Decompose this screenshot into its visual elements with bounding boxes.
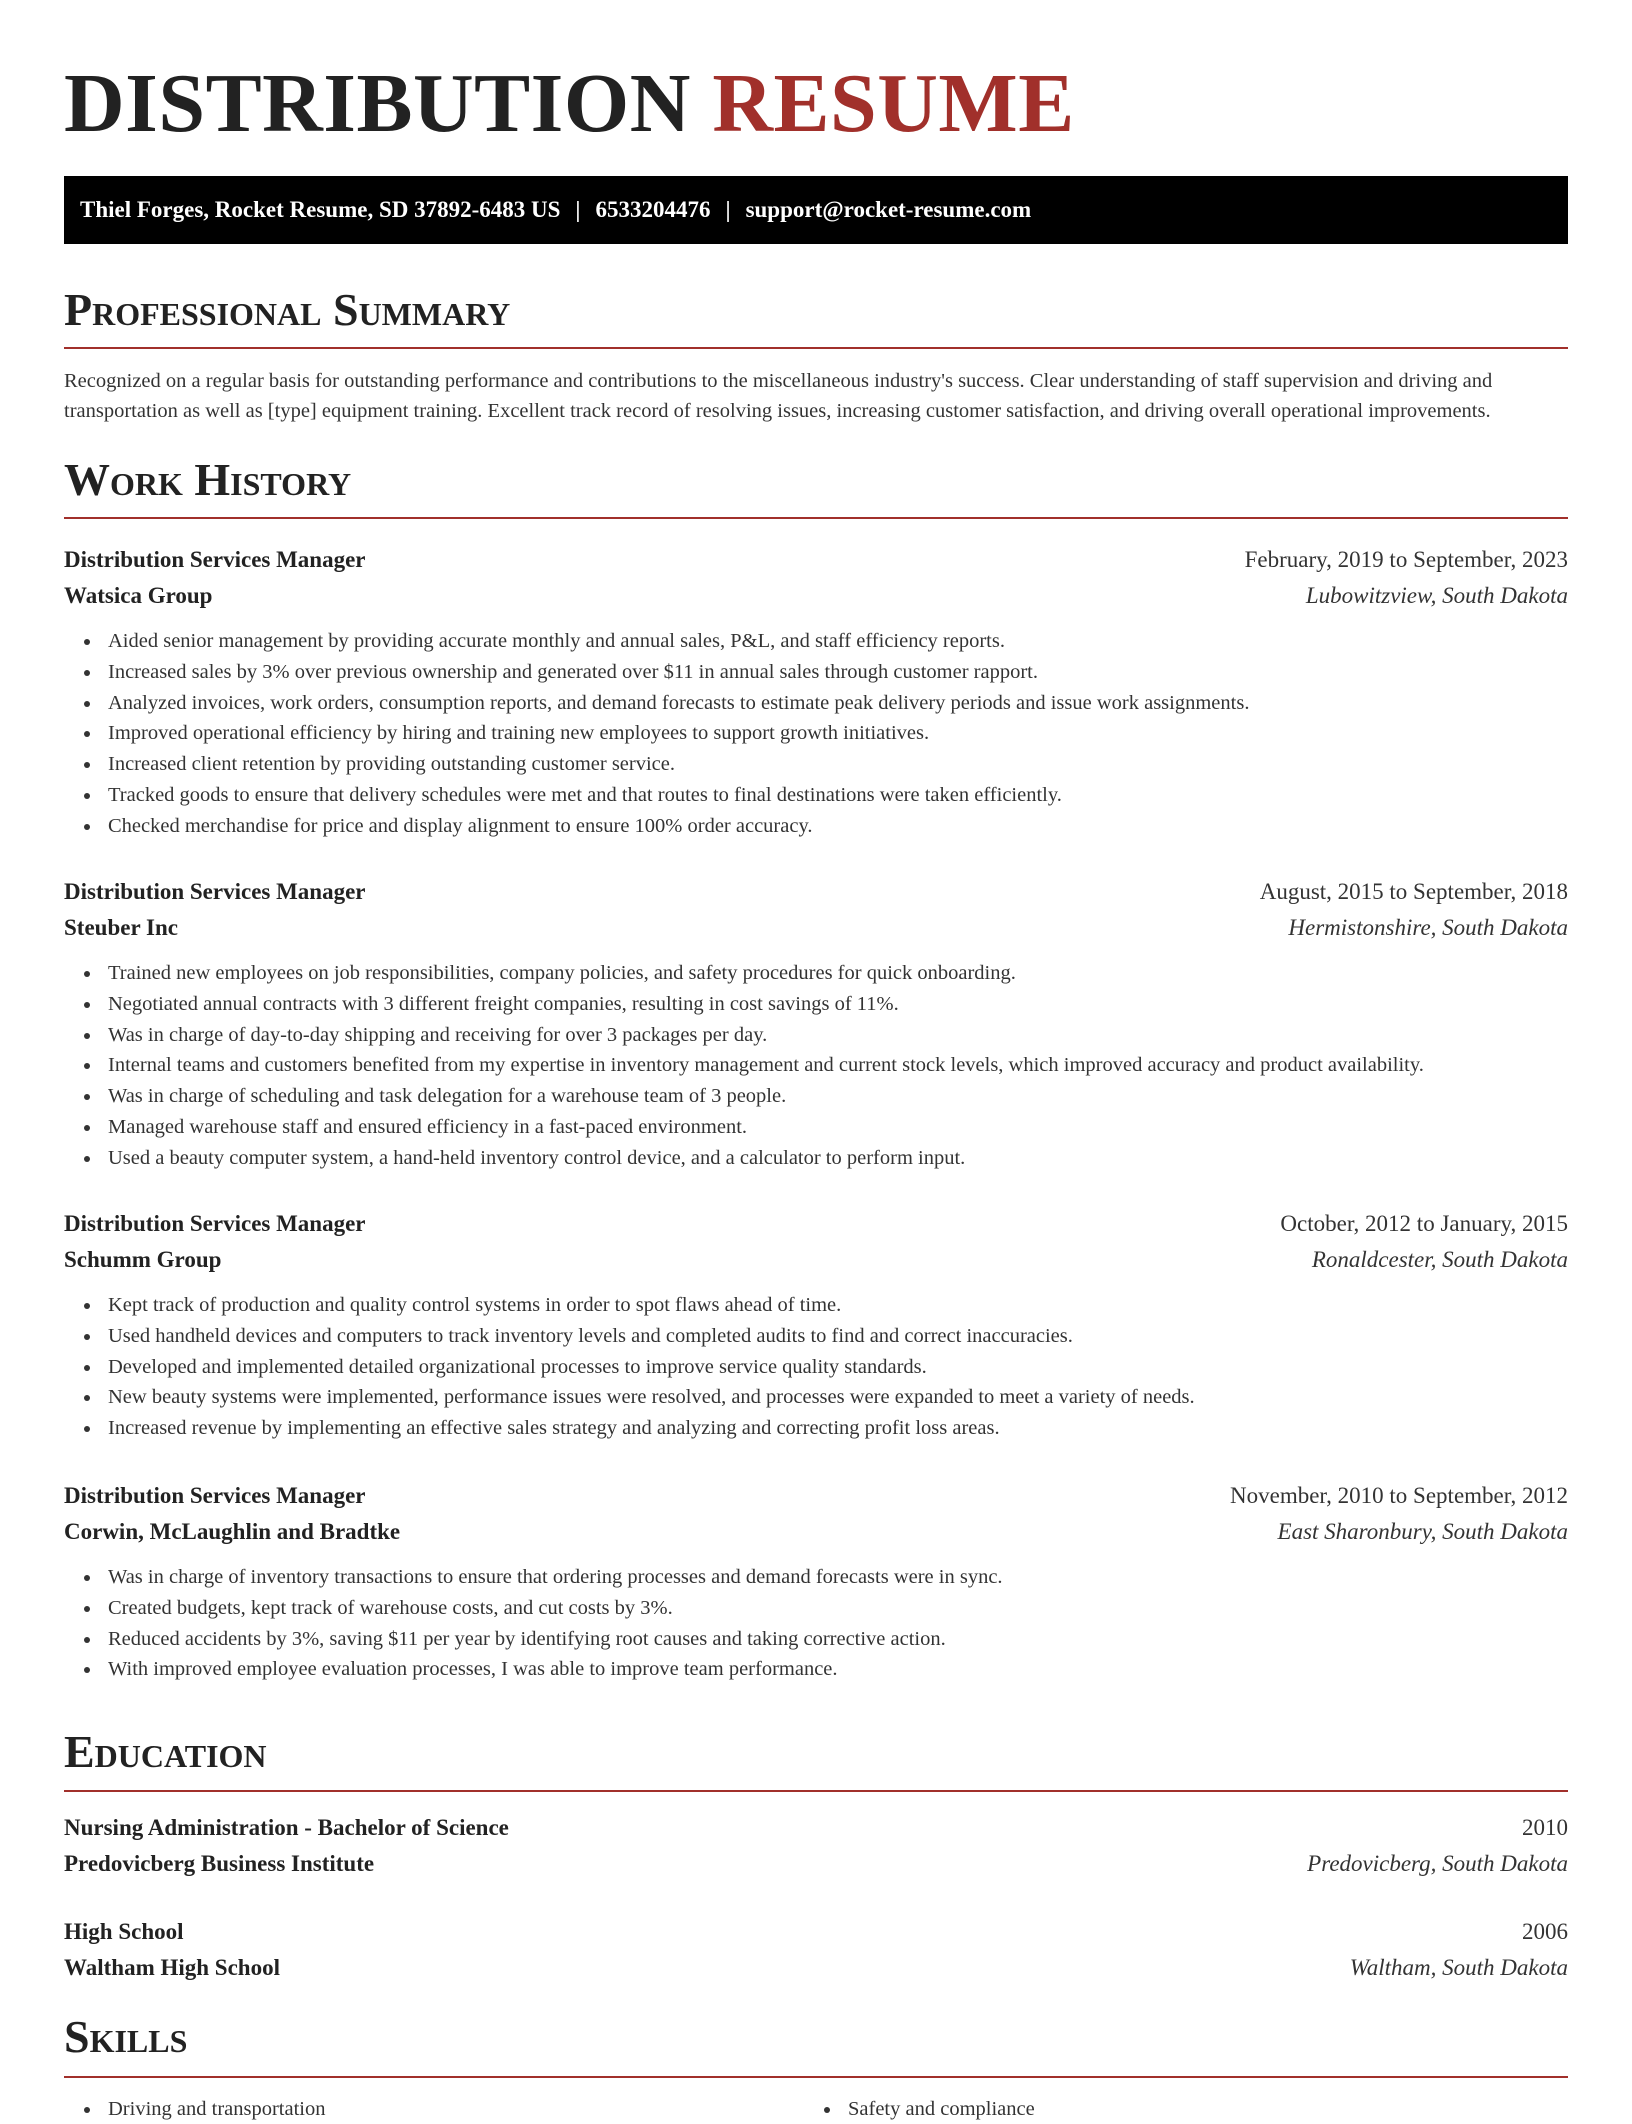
education-school: Waltham High School: [64, 1955, 280, 1980]
job-bullet: Used handheld devices and computers to track inventory levels and completed audits to find and correct inaccuracies.: [64, 1321, 1568, 1352]
job-entry: [64, 874, 1568, 1174]
job-company: Watsica Group: [64, 583, 213, 608]
education-degree: High School: [64, 1919, 184, 1944]
job-bullet: Trained new employees on job responsibilities, company policies, and safety procedures for quick onboarding.: [64, 958, 1568, 989]
title-word-distribution: DISTRIBUTION: [64, 57, 691, 150]
skills-column-right: [804, 2094, 1544, 2124]
job-bullet: With improved employee evaluation processes, I was able to improve team performance.: [64, 1654, 1568, 1685]
contact-separator: |: [575, 197, 581, 222]
summary-heading: Professional Summary: [64, 284, 511, 335]
contact-email: support@rocket-resume.com: [745, 197, 1032, 222]
job-bullet: Reduced accidents by 3%, saving $11 per year by identifying root causes and taking corrective action.: [64, 1624, 1568, 1655]
education-year: 2006: [1522, 1919, 1568, 1944]
job-bullet: Increased client retention by providing outstanding customer service.: [64, 749, 1568, 780]
job-bullet: Analyzed invoices, work orders, consumption reports, and demand forecasts to estimate peak delivery periods and issue work assignments.: [64, 688, 1568, 719]
job-title: Distribution Services Manager: [64, 879, 366, 904]
job-title: Distribution Services Manager: [64, 1211, 366, 1236]
work-history-heading: Work History: [64, 454, 352, 505]
job-bullet: Tracked goods to ensure that delivery schedules were met and that routes to final destinations were taken efficiently.: [64, 780, 1568, 811]
education-entry: [64, 1810, 1568, 1882]
job-bullet: Managed warehouse staff and ensured efficiency in a fast-paced environment.: [64, 1112, 1568, 1143]
education-entry: [64, 1914, 1568, 1986]
job-location: East Sharonbury, South Dakota: [1277, 1519, 1568, 1544]
resume-title: [64, 56, 1075, 152]
job-entry: [64, 542, 1568, 842]
job-dates: August, 2015 to September, 2018: [1259, 879, 1568, 904]
education-school: Predovicberg Business Institute: [64, 1851, 375, 1876]
education-degree: Nursing Administration - Bachelor of Science: [64, 1815, 509, 1840]
job-dates: October, 2012 to January, 2015: [1280, 1211, 1568, 1236]
job-location: Hermistonshire, South Dakota: [1288, 915, 1568, 940]
job-bullet: Developed and implemented detailed organizational processes to improve service quality standards.: [64, 1352, 1568, 1383]
contact-address: Thiel Forges, Rocket Resume, SD 37892-6483 US: [80, 197, 561, 222]
job-location: Ronaldcester, South Dakota: [1311, 1247, 1568, 1272]
job-bullet: Was in charge of scheduling and task delegation for a warehouse team of 3 people.: [64, 1081, 1568, 1112]
job-bullet: Kept track of production and quality control systems in order to spot flaws ahead of time.: [64, 1290, 1568, 1321]
title-word-resume: RESUME: [712, 57, 1075, 150]
summary-text: Recognized on a regular basis for outstanding performance and contributions to the miscellaneous industry's success. Clear understanding of staff supervision and driving and transportation as well as [type] equipment training. Excellent track record of resolving issues, increasing customer satisfaction, and driving overall operational improvements.: [64, 370, 1493, 422]
skills-list: [64, 2094, 1568, 2124]
job-bullet: Created budgets, kept track of warehouse costs, and cut costs by 3%.: [64, 1593, 1568, 1624]
skill-item: Driving and transportation: [64, 2094, 804, 2124]
skills-column-left: [64, 2094, 804, 2124]
job-location: Lubowitzview, South Dakota: [1305, 583, 1568, 608]
education-heading: Education: [64, 1726, 267, 1777]
job-entry: [64, 1478, 1568, 1685]
job-company: Corwin, McLaughlin and Bradtke: [64, 1519, 401, 1544]
summary-divider: [64, 347, 1568, 349]
job-bullet: Improved operational efficiency by hiring and training new employees to support growth initiatives.: [64, 718, 1568, 749]
job-company: Schumm Group: [64, 1247, 222, 1272]
job-title: Distribution Services Manager: [64, 547, 366, 572]
job-bullet-list: [64, 1562, 1568, 1685]
job-bullet: Aided senior management by providing accurate monthly and annual sales, P&L, and staff efficiency reports.: [64, 626, 1568, 657]
job-bullet: Internal teams and customers benefited from my expertise in inventory management and current stock levels, which improved accuracy and product availability.: [64, 1050, 1568, 1081]
job-bullet: New beauty systems were implemented, performance issues were resolved, and processes were expanded to meet a variety of needs.: [64, 1382, 1568, 1413]
education-year: 2010: [1522, 1815, 1568, 1840]
contact-bar: [64, 176, 1568, 244]
job-bullet-list: [64, 626, 1568, 842]
skill-item: Safety and compliance: [804, 2094, 1544, 2124]
education-location: Waltham, South Dakota: [1349, 1955, 1568, 1980]
job-bullet: Negotiated annual contracts with 3 different freight companies, resulting in cost savings of 11%.: [64, 989, 1568, 1020]
job-bullet: Increased revenue by implementing an effective sales strategy and analyzing and correcting profit loss areas.: [64, 1413, 1568, 1444]
job-bullet: Checked merchandise for price and display alignment to ensure 100% order accuracy.: [64, 811, 1568, 842]
contact-phone: 6533204476: [595, 197, 711, 222]
education-divider: [64, 1790, 1568, 1792]
job-bullet-list: [64, 958, 1568, 1174]
job-dates: February, 2019 to September, 2023: [1244, 547, 1568, 572]
skills-divider: [64, 2076, 1568, 2078]
skills-heading: Skills: [64, 2011, 188, 2062]
job-bullet: Used a beauty computer system, a hand-held inventory control device, and a calculator to perform input.: [64, 1143, 1568, 1174]
job-bullet-list: [64, 1290, 1568, 1444]
education-location: Predovicberg, South Dakota: [1307, 1851, 1568, 1876]
job-bullet: Increased sales by 3% over previous ownership and generated over $11 in annual sales through customer rapport.: [64, 657, 1568, 688]
job-title: Distribution Services Manager: [64, 1483, 366, 1508]
job-bullet: Was in charge of day-to-day shipping and receiving for over 3 packages per day.: [64, 1020, 1568, 1051]
job-dates: November, 2010 to September, 2012: [1230, 1483, 1568, 1508]
job-entry: [64, 1206, 1568, 1444]
job-bullet: Was in charge of inventory transactions to ensure that ordering processes and demand forecasts were in sync.: [64, 1562, 1568, 1593]
job-company: Steuber Inc: [64, 915, 178, 940]
work-history-divider: [64, 517, 1568, 519]
contact-separator: |: [725, 197, 731, 222]
